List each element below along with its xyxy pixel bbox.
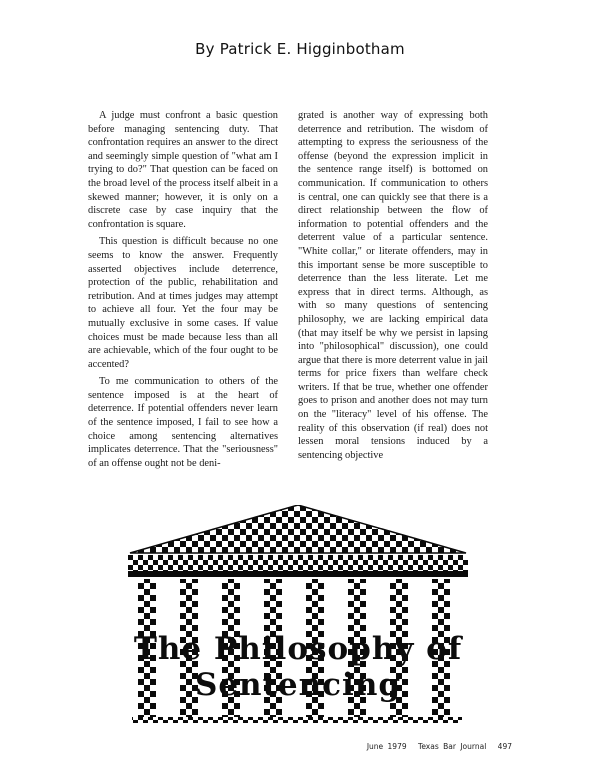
article-column-right [298,109,488,462]
article-column-left [88,109,278,470]
page-number: 497 [497,742,512,751]
issue-date: June 1979 [366,742,407,751]
paragraph: grated is another way of expressing both deterrence and retribution. The wisdom of attempting to express the seriousness of the offense (beyond the expression implicit in the sentence range itself) is bottomed on communication. If communication to others is central, one can quickly see that there is a direct relationship between the flow of information to potential offenders and the deterrent value of a particular sentence. "White collar," or literate offenders, may in this important sense be more susceptible to deterrence than the less literate. Let me express that in direct terms. Although, as with so many questions of sentencing philosophy, we are lacking empirical data (that may itself be why we persist in lapsing into "philosophical" discussion), one could argue that there is more deterrent value in jail terms for price fixers than welfare check writers. If that be true, whether one offender goes to prison and another does not may turn on the "literacy" level of his offense. The reality of this observation (if real) does not lessen moral tensions induced by a sentencing objective [298,110,488,461]
pediment [130,505,466,553]
paragraph: To me communication to others of the sentence imposed is at the heart of deterrence. If potential offenders never learn of the sentence imposed, I fail to see how a choice among sentencing alternatives implicates deterrence. That the "seriousness" of an offense ought not be deni- [88,376,278,469]
paragraph: This question is difficult because no one seems to know the answer. Frequently asserted objectives include deterrence, protection of the public, rehabilitation and retribution. And at times judges may attempt to achieve all four. Yet the four may be mutually exclusive in some cases. If value choices must be made because less than all are achievable, which of the four ought to be accented? [88,236,278,370]
byline: By Patrick E. Higginbotham [195,40,405,58]
article-title: The Philosophy of Sentencing [133,631,463,703]
entablature [128,555,468,577]
page-footer [0,742,512,751]
base [132,717,462,723]
journal-name: Texas Bar Journal [418,742,487,751]
paragraph: A judge must confront a basic question before managing sentencing duty. That confrontation requires an answer to the direct and seemingly simple question of "what am I trying to do?" That question can be faced on the broad level of the process itself albeit in a skewed manner; however, it is only on a discrete case by case inquiry that the confrontation is square. [88,110,278,230]
